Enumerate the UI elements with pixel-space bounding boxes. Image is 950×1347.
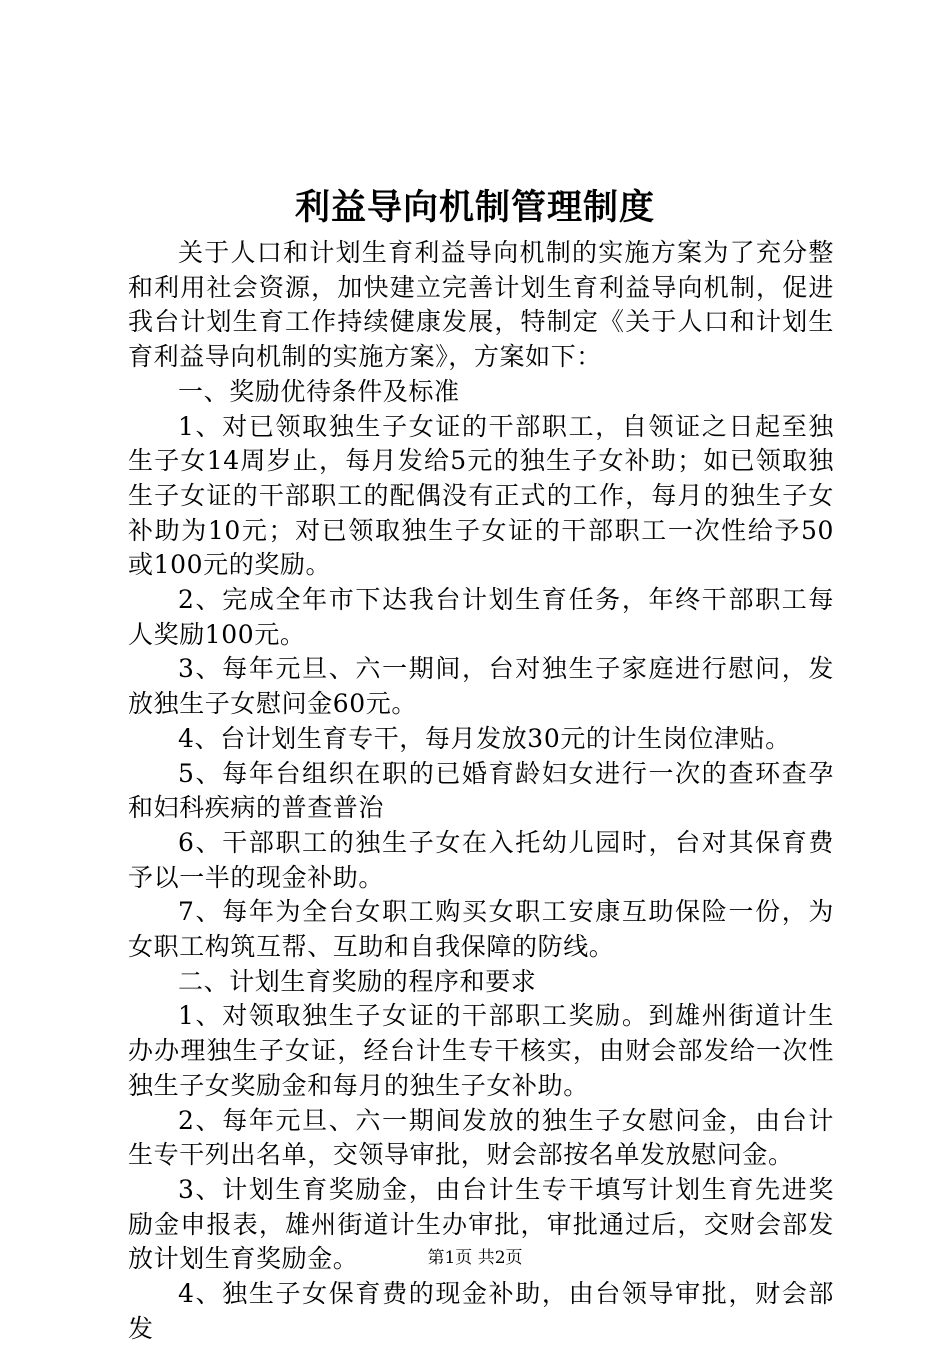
section-1-item-3: 3、每年元旦、六一期间，台对独生子家庭进行慰问，发放独生子女慰问金60元。 <box>128 654 834 719</box>
section-1-item-6: 6、干部职工的独生子女在入托幼儿园时，台对其保育费予以一半的现金补助。 <box>128 827 834 892</box>
section-1-item-1: 1、对已领取独生子女证的干部职工，自领证之日起至独生子女14周岁止，每月发给5元的独生子女补助；如已领取独生子女证的干部职工的配偶没有正式的工作，每月的独生子女补助为10元；对已领取独生子女证的干部职工一次性给予50或100元的奖励。 <box>128 411 834 580</box>
section-2-item-2: 2、每年元旦、六一期间发放的独生子女慰问金，由台计生专干列出名单，交领导审批，财会部按名单发放慰问金。 <box>128 1105 834 1170</box>
page-number-footer: 第1页 共2页 <box>427 1248 523 1268</box>
document-title: 利益导向机制管理制度 <box>294 187 655 228</box>
section-2-item-4: 4、独生子女保育费的现金补助，由台领导审批，财会部发 <box>128 1279 834 1343</box>
section-2-item-1: 1、对领取独生子女证的干部职工奖励。到雄州街道计生办办理独生子女证，经台计生专干核实，由财会部发给一次性独生子女奖励金和每月的独生子女补助。 <box>128 1001 834 1100</box>
intro-paragraph: 关于人口和计划生育利益导向机制的实施方案为了充分整和利用社会资源，加快建立完善计划生育利益导向机制，促进我台计划生育工作持续健康发展，特制定《关于人口和计划生育利益导向机制的实施方案》，方案如下： <box>128 238 834 372</box>
section-1-item-4: 4、台计划生育专干，每月发放30元的计生岗位津贴。 <box>178 723 791 753</box>
section-heading-1: 一、奖励优待条件及标准 <box>178 376 460 406</box>
section-1-item-5: 5、每年台组织在职的已婚育龄妇女进行一次的查环查孕和妇科疾病的普查普治 <box>128 758 834 823</box>
section-2-item-3: 3、计划生育奖励金，由台计生专干填写计划生育先进奖励金申报表，雄州街道计生办审批，审批通过后，交财会部发放计划生育奖励金。 <box>128 1174 834 1274</box>
section-1-item-2: 2、完成全年市下达我台计划生育任务，年终干部职工每人奖励100元。 <box>128 585 834 649</box>
document-body <box>128 236 834 1347</box>
section-1-item-7: 7、每年为全台女职工购买女职工安康互助保险一份，为女职工构筑互帮、互助和自我保障的防线。 <box>128 897 834 962</box>
section-heading-2: 二、计划生育奖励的程序和要求 <box>178 966 537 996</box>
